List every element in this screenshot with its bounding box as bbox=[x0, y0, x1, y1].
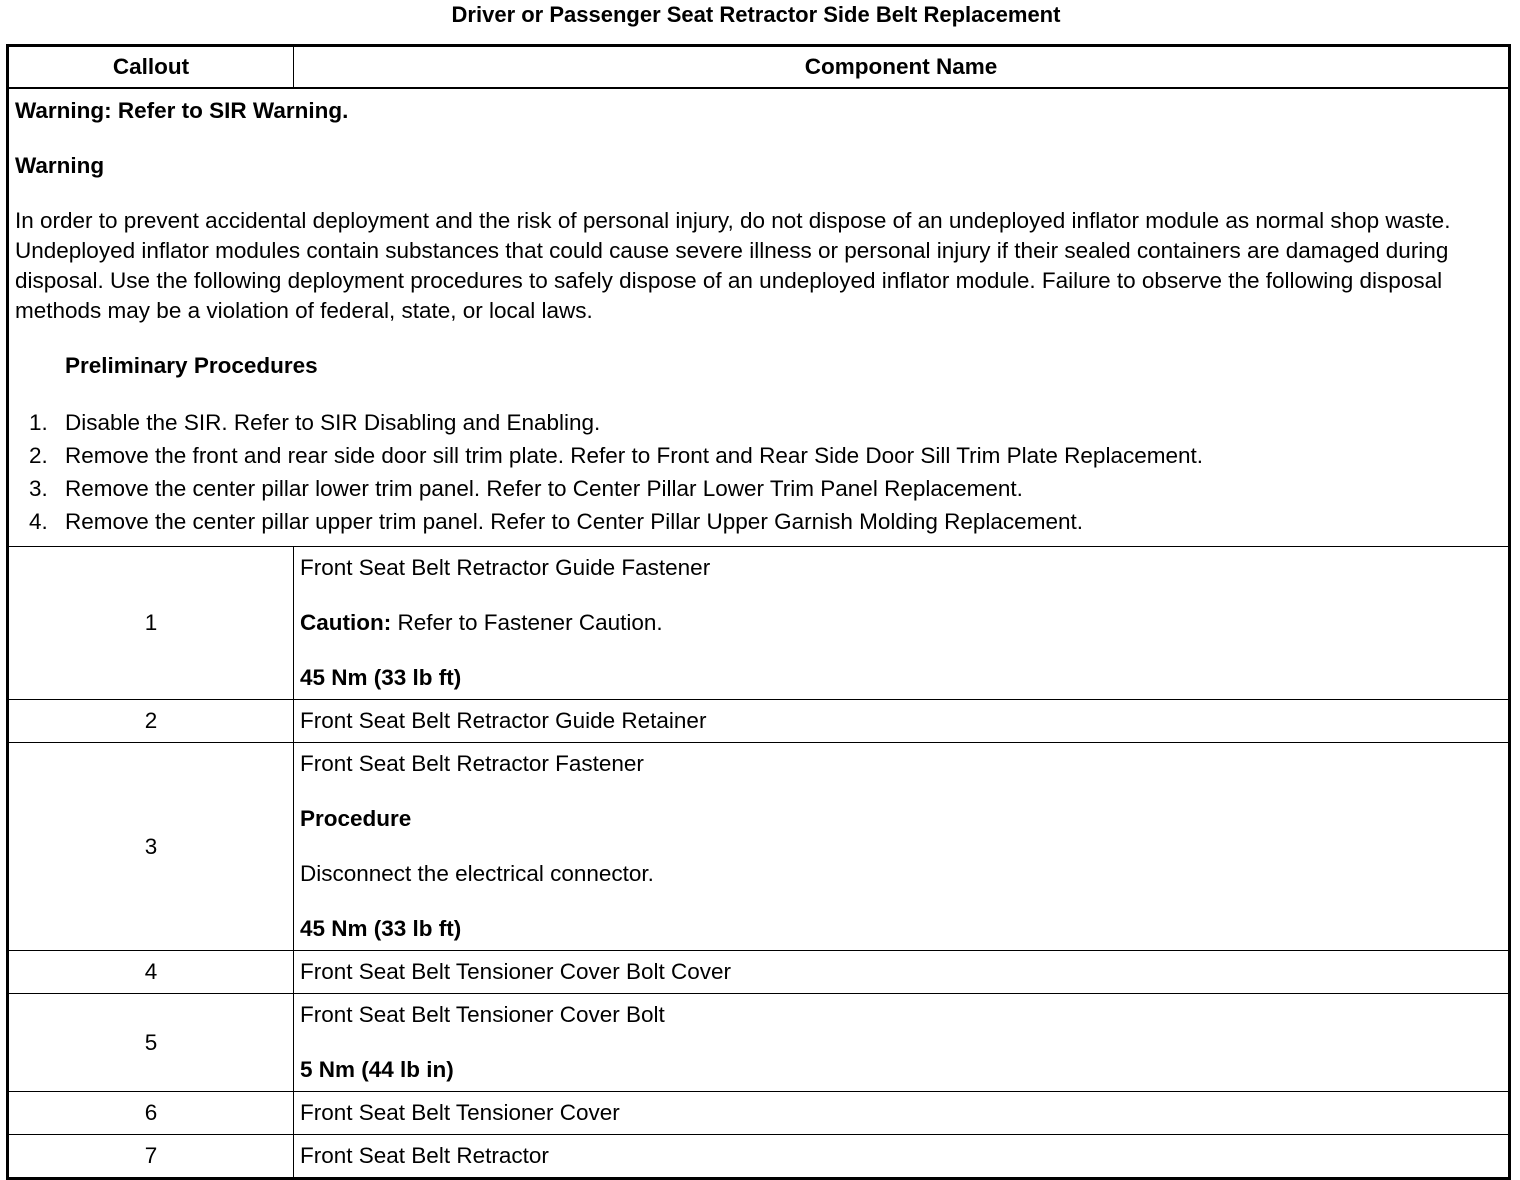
warning-heading: Warning bbox=[15, 153, 105, 178]
table-row bbox=[8, 994, 1510, 1092]
step-text: Disable the SIR. Refer to SIR Disabling and Enabling. bbox=[65, 410, 601, 435]
callout-number: 4 bbox=[8, 951, 294, 994]
table-row bbox=[8, 1092, 1510, 1135]
component-name: Front Seat Belt Retractor Guide Retainer bbox=[294, 700, 1510, 743]
sir-warning-reference: Warning: Refer to SIR Warning. bbox=[15, 98, 349, 123]
caution-label: Caution: bbox=[300, 610, 392, 635]
component-cell bbox=[294, 994, 1510, 1092]
warning-row bbox=[8, 88, 1510, 547]
step-text: Remove the center pillar upper trim panel. Refer to Center Pillar Upper Garnish Molding Replacement. bbox=[65, 509, 1083, 534]
column-header-component-name: Component Name bbox=[294, 46, 1510, 89]
procedure-text: Disconnect the electrical connector. bbox=[300, 861, 654, 886]
step-number: 4. bbox=[29, 509, 48, 534]
component-name: Front Seat Belt Retractor Guide Fastener bbox=[300, 555, 711, 580]
component-cell bbox=[294, 547, 1510, 700]
table-header-row bbox=[8, 46, 1510, 89]
step-text: Remove the front and rear side door sill trim plate. Refer to Front and Rear Side Door Sill Trim Plate Replacement. bbox=[65, 443, 1203, 468]
column-header-callout: Callout bbox=[8, 46, 294, 89]
caution-note bbox=[300, 608, 1502, 638]
table-row bbox=[8, 951, 1510, 994]
callout-number: 3 bbox=[8, 743, 294, 951]
procedure-table bbox=[6, 44, 1511, 1180]
callout-number: 2 bbox=[8, 700, 294, 743]
preliminary-steps-list bbox=[15, 406, 1502, 538]
caution-text: Refer to Fastener Caution. bbox=[391, 610, 663, 635]
torque-spec: 5 Nm (44 lb in) bbox=[300, 1057, 454, 1082]
procedure-label: Procedure bbox=[300, 806, 412, 831]
list-item bbox=[15, 505, 1502, 538]
table-row bbox=[8, 700, 1510, 743]
warning-body: In order to prevent accidental deployment and the risk of personal injury, do not dispose of an undeployed inflator module as normal shop waste. Undeployed inflator modules contain substances that could cause severe illness or personal injury if their sealed containers are damaged during disposal. Use the following deployment procedures to safely dispose of an undeployed inflator module. Failure to observe the following disposal methods may be a violation of federal, state, or local laws. bbox=[15, 208, 1451, 323]
component-name: Front Seat Belt Tensioner Cover bbox=[294, 1092, 1510, 1135]
component-name: Front Seat Belt Retractor Fastener bbox=[300, 751, 644, 776]
preliminary-procedures-heading: Preliminary Procedures bbox=[65, 353, 318, 378]
step-number: 3. bbox=[29, 476, 48, 501]
table-row bbox=[8, 547, 1510, 700]
callout-number: 7 bbox=[8, 1135, 294, 1179]
component-name: Front Seat Belt Tensioner Cover Bolt bbox=[300, 1002, 665, 1027]
callout-number: 1 bbox=[8, 547, 294, 700]
step-text: Remove the center pillar lower trim panel. Refer to Center Pillar Lower Trim Panel Replacement. bbox=[65, 476, 1023, 501]
step-number: 1. bbox=[29, 410, 48, 435]
list-item bbox=[15, 406, 1502, 439]
page-title: Driver or Passenger Seat Retractor Side Belt Replacement bbox=[451, 2, 1061, 27]
torque-spec: 45 Nm (33 lb ft) bbox=[300, 665, 462, 690]
component-name: Front Seat Belt Retractor bbox=[294, 1135, 1510, 1179]
callout-number: 6 bbox=[8, 1092, 294, 1135]
list-item bbox=[15, 439, 1502, 472]
list-item bbox=[15, 472, 1502, 505]
callout-number: 5 bbox=[8, 994, 294, 1092]
table-row bbox=[8, 743, 1510, 951]
component-name: Front Seat Belt Tensioner Cover Bolt Cover bbox=[294, 951, 1510, 994]
torque-spec: 45 Nm (33 lb ft) bbox=[300, 916, 462, 941]
step-number: 2. bbox=[29, 443, 48, 468]
component-cell bbox=[294, 743, 1510, 951]
warning-cell bbox=[8, 88, 1510, 547]
